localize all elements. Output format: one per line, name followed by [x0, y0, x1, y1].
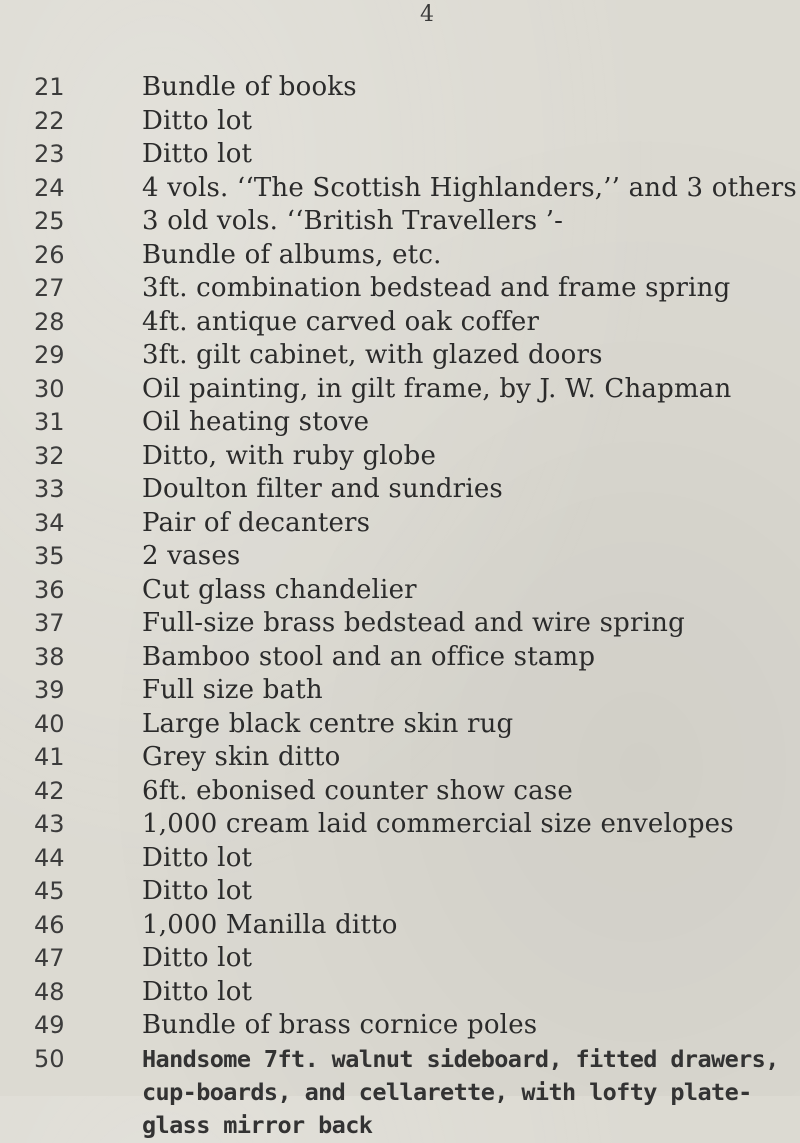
lot-item: [0, 440, 800, 474]
lot-item: [0, 674, 800, 708]
lot-description: 4 vols. ‘‘The Scottish Highlanders,’’ and 3 others: [142, 172, 797, 203]
lot-item: [0, 1043, 800, 1143]
lot-description: Ditto lot: [142, 842, 253, 873]
lot-number: 42: [34, 776, 65, 805]
lot-description: Oil heating stove: [142, 407, 370, 437]
lot-description: Ditto lot: [142, 876, 253, 906]
lot-item: [0, 708, 800, 742]
lot-list: [0, 71, 800, 1143]
lot-description: Bundle of brass cornice poles: [142, 1010, 538, 1040]
lot-description: Ditto lot: [142, 943, 253, 973]
lot-item: [0, 138, 800, 172]
lot-description: 1,000 Manilla ditto: [142, 909, 398, 940]
lot-item: [0, 808, 800, 842]
lot-number: 23: [34, 140, 65, 168]
lot-number: 31: [34, 408, 65, 436]
lot-number: 46: [34, 910, 65, 939]
lot-number: 25: [34, 207, 65, 235]
page-number: 4: [420, 2, 434, 27]
lot-number: 40: [34, 709, 65, 738]
lot-item: [0, 842, 800, 876]
lot-description: Full-size brass bedstead and wire spring: [142, 608, 685, 638]
lot-item: [0, 909, 800, 943]
lot-description: Bundle of books: [142, 72, 357, 102]
lot-description: Doulton filter and sundries: [142, 474, 503, 504]
lot-description: 3ft. gilt cabinet, with glazed doors: [142, 340, 603, 370]
lot-item: [0, 205, 800, 239]
lot-number: 24: [34, 173, 65, 202]
lot-number: 32: [34, 441, 65, 470]
lot-item: [0, 540, 800, 574]
lot-item: [0, 741, 800, 775]
lot-description: Pair of decanters: [142, 507, 371, 538]
lot-description: 6ft. ebonised counter show case: [142, 775, 574, 806]
lot-item: [0, 875, 800, 909]
lot-number: 22: [34, 106, 65, 135]
lot-number: 29: [34, 341, 65, 369]
lot-description: Handsome 7ft. walnut sideboard, fitted drawers, cup-boards, and cellarette, with lofty plate-glass mirror back: [142, 1044, 779, 1139]
lot-number: 27: [34, 274, 65, 302]
lot-description: Bamboo stool and an office stamp: [142, 641, 596, 672]
lot-number: 50: [34, 1044, 65, 1073]
lot-number: 26: [34, 240, 65, 269]
lot-number: 30: [34, 374, 65, 403]
lot-number: 37: [34, 609, 65, 637]
lot-description: 3ft. combination bedstead and frame spring: [142, 273, 731, 303]
lot-number: 45: [34, 877, 65, 905]
lot-item: [0, 507, 800, 541]
lot-description: Oil painting, in gilt frame, by J. W. Chapman: [142, 373, 732, 404]
lot-item: [0, 942, 800, 976]
lot-number: 21: [34, 73, 65, 101]
lot-item: [0, 71, 800, 105]
lot-number: 38: [34, 642, 65, 671]
lot-description: Ditto lot: [142, 105, 253, 136]
lot-description: 4ft. antique carved oak coffer: [142, 306, 540, 337]
lot-number: 44: [34, 843, 65, 872]
lot-description: 1,000 cream laid commercial size envelopes: [142, 809, 734, 839]
lot-description: Ditto lot: [142, 976, 253, 1007]
lot-item: [0, 574, 800, 608]
lot-number: 34: [34, 508, 65, 537]
lot-number: 35: [34, 542, 65, 570]
lot-item: [0, 339, 800, 373]
lot-number: 33: [34, 475, 65, 503]
lot-item: [0, 775, 800, 809]
lot-item: [0, 607, 800, 641]
lot-number: 36: [34, 575, 65, 604]
lot-item: [0, 406, 800, 440]
lot-item: [0, 272, 800, 306]
lot-number: 49: [34, 1011, 65, 1039]
lot-number: 41: [34, 743, 65, 771]
lot-description: Grey skin ditto: [142, 742, 341, 772]
lot-description: 3 old vols. ‘‘British Travellers ’-: [142, 206, 564, 236]
lot-item: [0, 1009, 800, 1043]
lot-description: Full size bath: [142, 675, 323, 705]
lot-number: 48: [34, 977, 65, 1006]
lot-item: [0, 473, 800, 507]
lot-item: [0, 172, 800, 206]
lot-number: 43: [34, 810, 65, 838]
lot-item: [0, 239, 800, 273]
lot-description: Ditto lot: [142, 139, 253, 169]
lot-item: [0, 641, 800, 675]
lot-item: [0, 976, 800, 1010]
lot-description: Cut glass chandelier: [142, 574, 417, 605]
lot-number: 28: [34, 307, 65, 336]
lot-item: [0, 105, 800, 139]
lot-item: [0, 306, 800, 340]
lot-description: Ditto, with ruby globe: [142, 440, 437, 471]
lot-item: [0, 373, 800, 407]
lot-description: Large black centre skin rug: [142, 708, 514, 739]
lot-number: 47: [34, 944, 65, 972]
lot-description: 2 vases: [142, 541, 241, 571]
lot-description: Bundle of albums, etc.: [142, 239, 442, 270]
lot-number: 39: [34, 676, 65, 704]
